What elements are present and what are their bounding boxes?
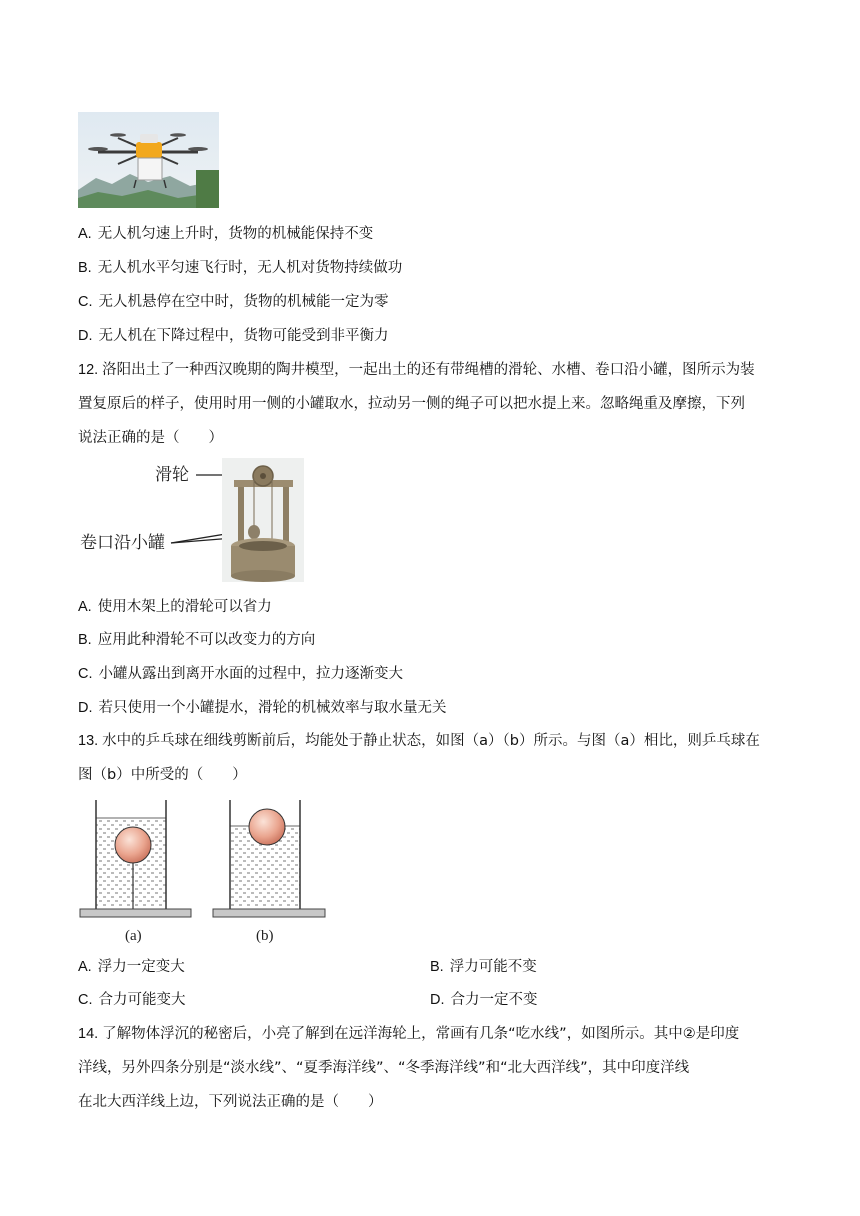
option-a bbox=[78, 957, 185, 977]
option-text: 使用木架上的滑轮可以省力 bbox=[97, 599, 272, 615]
option-d bbox=[430, 990, 538, 1010]
option-letter: B. bbox=[78, 260, 92, 276]
beaker-a bbox=[80, 800, 191, 944]
option-text: 无人机匀速上升时，货物的机械能保持不变 bbox=[97, 226, 374, 242]
option-text: 应用此种滑轮不可以改变力的方向 bbox=[97, 632, 316, 648]
option-letter: D. bbox=[430, 992, 445, 1008]
option-a bbox=[78, 224, 373, 244]
question-13-stem bbox=[78, 731, 760, 751]
option-text: 浮力一定变大 bbox=[97, 959, 185, 975]
option-letter: B. bbox=[430, 959, 444, 975]
jar-label: 卷口沿小罐 bbox=[80, 533, 165, 553]
stem-text: 在北大西洋线上边，下列说法正确的是（ ） bbox=[78, 1094, 383, 1110]
question-12-stem-2 bbox=[78, 394, 745, 414]
label-b: (b) bbox=[256, 928, 274, 944]
option-b bbox=[78, 258, 402, 278]
option-letter: C. bbox=[78, 666, 93, 682]
stem-text: 水中的乒乓球在细线剪断前后，均能处于静止状态，如图（a）（b）所示。与图（a）相比，则乒乓球在 bbox=[102, 733, 760, 749]
option-text: 合力可能变大 bbox=[98, 992, 186, 1008]
option-d bbox=[78, 326, 389, 346]
option-letter: C. bbox=[78, 294, 93, 310]
stem-text: 洛阳出土了一种西汉晚期的陶井模型，一起出土的还有带绳槽的滑轮、水槽、卷口沿小罐，图所示为装 bbox=[102, 362, 755, 378]
pulley-label: 滑轮 bbox=[155, 465, 189, 485]
option-text: 小罐从露出到离开水面的过程中，拉力逐渐变大 bbox=[98, 666, 403, 682]
stem-text: 置复原后的样子，使用时用一侧的小罐取水，拉动另一侧的绳子可以把水提上来。忽略绳重及摩擦，下列 bbox=[78, 396, 745, 412]
option-b bbox=[78, 630, 315, 650]
option-letter: A. bbox=[78, 599, 92, 615]
question-number: 13. bbox=[78, 733, 99, 749]
question-13-stem-2 bbox=[78, 765, 247, 785]
stem-text: 图（b）中所受的（ ） bbox=[78, 767, 247, 783]
option-text: 无人机悬停在空中时，货物的机械能一定为零 bbox=[98, 294, 389, 310]
well-model-figure bbox=[78, 456, 308, 584]
option-text: 合力一定不变 bbox=[450, 992, 538, 1008]
option-b bbox=[430, 957, 537, 977]
option-text: 无人机水平匀速飞行时，无人机对货物持续做功 bbox=[97, 260, 403, 276]
question-number: 12. bbox=[78, 362, 99, 378]
stem-text: 了解物体浮沉的秘密后，小亮了解到在远洋海轮上，常画有几条“吃水线”，如图所示。其中②是印度 bbox=[102, 1026, 740, 1042]
beaker-b bbox=[213, 800, 325, 944]
question-14-stem-3 bbox=[78, 1092, 383, 1112]
option-c bbox=[78, 664, 403, 684]
option-a bbox=[78, 597, 272, 617]
ping-pong-figure bbox=[78, 798, 330, 946]
option-letter: D. bbox=[78, 700, 93, 716]
option-c bbox=[78, 292, 389, 312]
stem-text: 说法正确的是（ ） bbox=[78, 430, 223, 446]
question-number: 14. bbox=[78, 1026, 99, 1042]
option-letter: B. bbox=[78, 632, 92, 648]
question-14-stem bbox=[78, 1024, 739, 1044]
option-letter: A. bbox=[78, 226, 92, 242]
option-text: 无人机在下降过程中，货物可能受到非平衡力 bbox=[98, 328, 389, 344]
option-d bbox=[78, 698, 447, 718]
option-text: 若只使用一个小罐提水，滑轮的机械效率与取水量无关 bbox=[98, 700, 447, 716]
option-letter: C. bbox=[78, 992, 93, 1008]
option-c bbox=[78, 990, 186, 1010]
option-text: 浮力可能不变 bbox=[449, 959, 537, 975]
question-12-stem bbox=[78, 360, 755, 380]
drone-photo bbox=[78, 112, 219, 208]
label-a: (a) bbox=[125, 928, 142, 944]
option-letter: A. bbox=[78, 959, 92, 975]
option-letter: D. bbox=[78, 328, 93, 344]
question-12-stem-3 bbox=[78, 428, 223, 448]
stem-text: 洋线，另外四条分别是“淡水线”、“夏季海洋线”、“冬季海洋线”和“北大西洋线”，其中印度洋线 bbox=[78, 1060, 690, 1076]
question-14-stem-2 bbox=[78, 1058, 689, 1078]
